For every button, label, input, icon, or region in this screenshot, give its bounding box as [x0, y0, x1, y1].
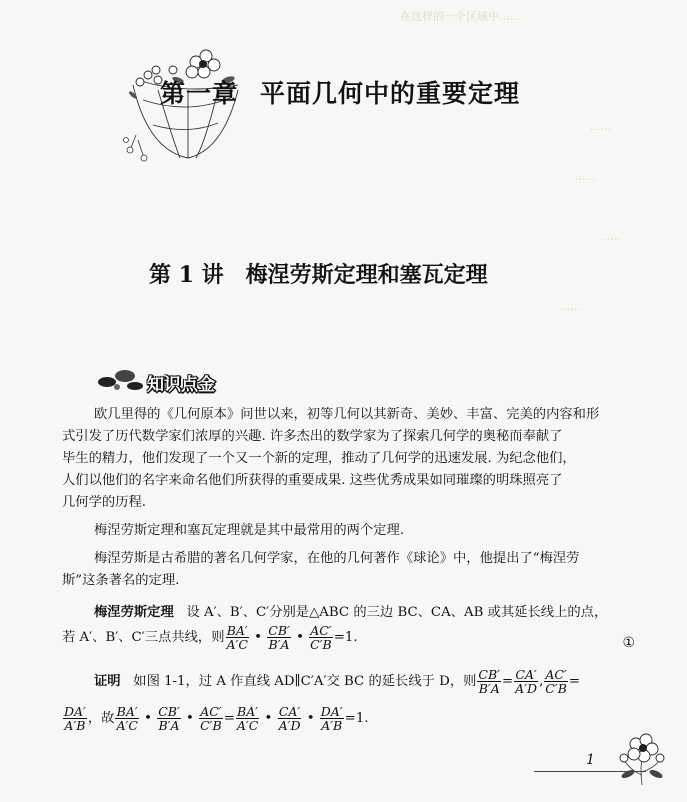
proof-result: =1.	[344, 711, 369, 726]
fraction-cb-ba: $\frac{CB'}{B'A}$	[268, 623, 290, 652]
equation-tag: ①	[622, 635, 635, 651]
paragraph-2: 梅涅劳斯定理和塞瓦定理就是其中最常用的两个定理.	[94, 523, 405, 538]
theorem-line-2: 若 A′、B′、C′三点共线，则 $\frac{BA'}{A'C}$ • $\frac{CB'}{B'A}$ • $\frac{AC'}{C'B}$ =1.	[62, 623, 358, 652]
fraction-cb-ba-proof: $\frac{CB'}{B'A}$	[478, 667, 501, 696]
theorem-condition: 若 A′、B′、C′三点共线，则	[62, 630, 225, 645]
theorem-statement: 设 A′、B′、C′分别是△ABC 的三边 BC、CA、AB 或其延长线上的点，	[186, 605, 608, 620]
proof-text: 如图 1-1，过 A 作直线 AD∥C′A′交 BC 的延长线于 D，则	[133, 674, 477, 689]
fraction-lhs-3: $\frac{AC'}{C'B}$	[200, 704, 222, 733]
fraction-rhs-2: $\frac{CA'}{A'D}$	[278, 704, 301, 733]
fraction-lhs-2: $\frac{CB'}{B'A}$	[158, 704, 180, 733]
leaf-icon	[95, 366, 155, 394]
theorem-label: 梅涅劳斯定理	[94, 605, 174, 620]
fraction-ca-ad: $\frac{CA'}{A'D}$	[515, 667, 538, 696]
fraction-ac-cb: $\frac{AC'}{C'B}$	[310, 623, 332, 652]
fraction-ba-ac: $\frac{BA'}{A'C}$	[226, 623, 248, 652]
fraction-rhs-1: $\frac{BA'}{A'C}$	[236, 704, 259, 733]
page-number: 1	[586, 752, 595, 768]
proof-line-2: $\frac{DA'}{A'B}$ ，故 $\frac{BA'}{A'C}$ • $\frac{CB'}{B'A}$ • $\frac{AC'}{C'B}$ = $\frac{BA'}{A'C}$ • $\frac{CA'}{A'D}$ • $\frac{DA'}{A'B}$ =1.	[64, 704, 369, 733]
lecture-number: 第 1 讲	[149, 262, 224, 288]
fraction-da-ab: $\frac{DA'}{A'B}$	[64, 704, 86, 733]
paragraph-3-line-1: 梅涅劳斯是古希腊的著名几何学家，在他的几何著作《球论》中，他提出了“梅涅劳	[94, 551, 580, 566]
proof-label: 证明	[94, 674, 121, 689]
paragraph-3-line-2: 斯”这条著名的定理.	[62, 573, 180, 588]
theorem-line-1	[94, 601, 607, 620]
fraction-rhs-3: $\frac{DA'}{A'B}$	[320, 704, 343, 733]
section-label: 知识点金	[147, 375, 215, 395]
chapter-title	[160, 74, 520, 110]
chapter-number: 第一章	[160, 79, 239, 108]
theorem-equals: =1.	[333, 630, 358, 645]
intro-line-5: 几何学的历程.	[62, 495, 147, 510]
intro-line-2: 式引发了历代数学家们浓厚的兴趣. 许多杰出的数学家为了探索几何学的奥秘而奉献了	[62, 429, 563, 444]
proof-therefore: ，故	[87, 711, 115, 726]
corner-flower-decoration	[612, 730, 672, 788]
intro-line-1: 欧几里得的《几何原本》问世以来，初等几何以其新奇、美妙、丰富、完美的内容和形	[94, 407, 600, 422]
fraction-ac-cb-proof: $\frac{AC'}{C'B}$	[545, 667, 567, 696]
lecture-name: 梅涅劳斯定理和塞瓦定理	[245, 262, 488, 288]
proof-line-1: 证明 如图 1-1，过 A 作直线 AD∥C′A′交 BC 的延长线于 D，则 $\frac{CB'}{B'A}$ = $\frac{CA'}{A'D}$ , $\frac{AC'}{C'B}$ =	[94, 667, 581, 696]
section-heading	[95, 366, 215, 398]
fraction-lhs-1: $\frac{BA'}{A'C}$	[116, 704, 138, 733]
chapter-name: 平面几何中的重要定理	[260, 79, 521, 108]
lecture-title	[149, 258, 488, 289]
intro-line-4: 人们以他们的名字来命名他们所获得的重要成果. 这些优秀成果如同璀璨的明珠照亮了	[62, 473, 563, 488]
intro-line-3: 毕生的精力，他们发现了一个又一个新的定理，推动了几何学的迅速发展. 为纪念他们，	[62, 451, 576, 466]
